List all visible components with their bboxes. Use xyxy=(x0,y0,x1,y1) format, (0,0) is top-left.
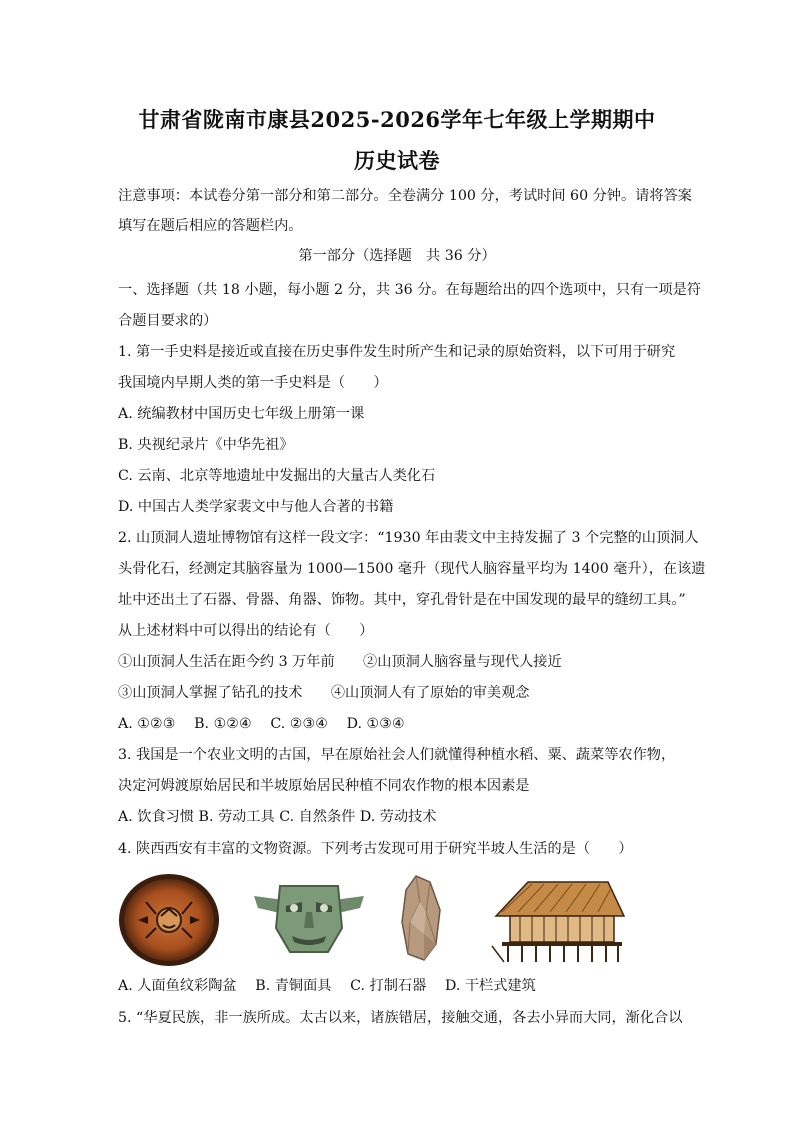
q5-stem-1: 5. “华夏民族，非一族所成。太古以来，诸族错居，接触交通，各去小异而大同，渐化合以 xyxy=(118,1010,683,1026)
q1-stem-1: 1. 第一手史料是接近或直接在历史事件发生时所产生和记录的原始资料，以下可用于研究 xyxy=(118,344,676,360)
q2-stem-2: 头骨化石，经测定其脑容量为 1000—1500 毫升（现代人脑容量平均为 1400 毫升），在该遗 xyxy=(118,561,706,577)
notice-line-2: 填写在题后相应的答题栏内。 xyxy=(118,218,303,234)
q4-choices: A. 人面鱼纹彩陶盆 B. 青铜面具 C. 打制石器 D. 干栏式建筑 xyxy=(118,978,536,994)
q2-statements-2: ③山顶洞人掌握了钻孔的技术 ④山顶洞人有了原始的审美观念 xyxy=(118,685,530,701)
bronze-mask-image xyxy=(244,878,374,960)
q3-stem-1: 3. 我国是一个农业文明的古国，早在原始社会人们就懂得种植水稻、粟、蔬菜等农作物， xyxy=(118,747,676,763)
q3-stem-2: 决定河姆渡原始居民和半坡原始居民种植不同农作物的根本因素是 xyxy=(118,778,530,794)
q1-option-c: C. 云南、北京等地遗址中发掘出的大量古人类化石 xyxy=(118,468,436,484)
q2-choices: A. ①②③ B. ①②④ C. ②③④ D. ①③④ xyxy=(118,716,405,732)
q4-stem: 4. 陕西西安有丰富的文物资源。下列考古发现可用于研究半坡人生活的是（ ） xyxy=(118,841,633,857)
q2-stem-4: 从上述材料中可以得出的结论有（ ） xyxy=(118,623,374,639)
q1-option-b: B. 央视纪录片《中华先祖》 xyxy=(118,437,294,453)
q1-option-a: A. 统编教材中国历史七年级上册第一课 xyxy=(118,406,365,422)
page-title: 甘肃省陇南市康县2025-2026学年七年级上学期期中 xyxy=(138,107,656,132)
stilt-house-image xyxy=(488,876,628,964)
q1-option-d: D. 中国古人类学家裴文中与他人合著的书籍 xyxy=(118,499,394,515)
stone-tool-image xyxy=(396,872,446,964)
part1-heading: 第一部分（选择题 共 36 分） xyxy=(298,248,496,264)
q1-stem-2: 我国境内早期人类的第一手史料是（ ） xyxy=(118,375,388,391)
q2-statements-1: ①山顶洞人生活在距今约 3 万年前 ②山顶洞人脑容量与现代人接近 xyxy=(118,654,562,670)
q2-stem-1: 2. 山顶洞人遗址博物馆有这样一段文字：“1930 年由裴文中主持发掘了 3 个完整的山顶洞人 xyxy=(118,530,699,546)
page-subtitle: 历史试卷 xyxy=(354,148,440,173)
q4-image-row xyxy=(116,868,636,968)
section-instruction-2: 合题目要求的） xyxy=(118,313,218,329)
section-instruction-1: 一、选择题（共 18 小题，每小题 2 分，共 36 分。在每题给出的四个选项中，只有一项是符 xyxy=(118,282,701,298)
q3-choices: A. 饮食习惯 B. 劳动工具 C. 自然条件 D. 劳动技术 xyxy=(118,809,437,825)
pottery-basin-image xyxy=(116,872,222,968)
notice-line-1: 注意事项：本试卷分第一部分和第二部分。全卷满分 100 分，考试时间 60 分钟。请将答案 xyxy=(118,188,692,204)
q2-stem-3: 址中还出土了石器、骨器、角器、饰物。其中，穿孔骨针是在中国发现的最早的缝纫工具。” xyxy=(118,592,686,608)
